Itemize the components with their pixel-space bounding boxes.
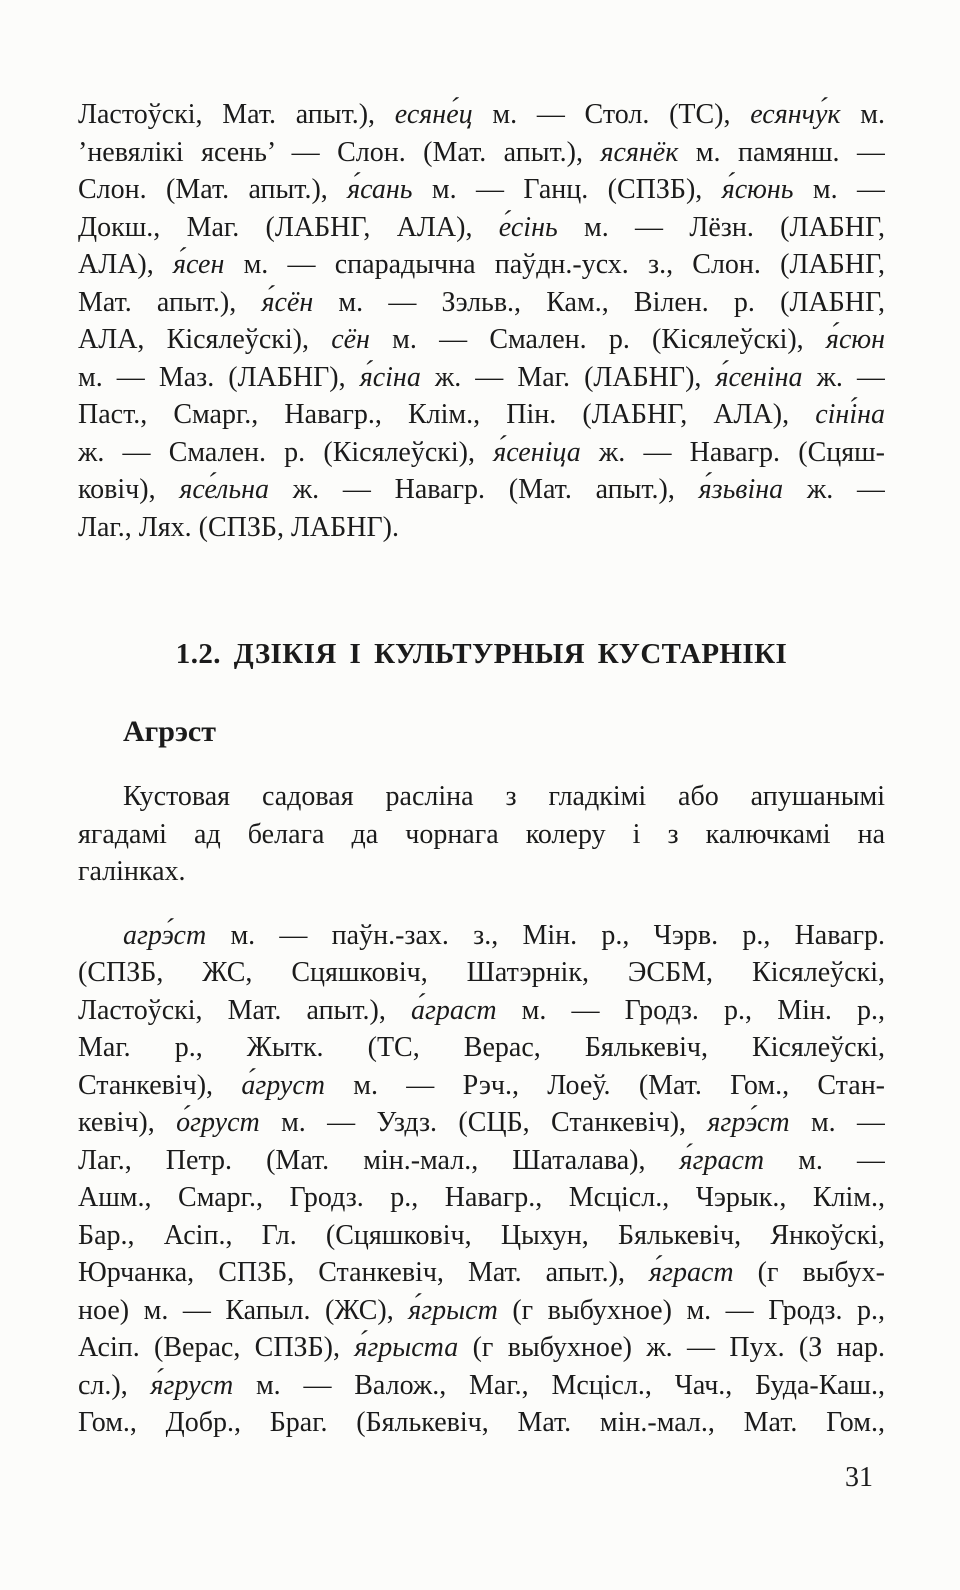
text-run: м. — Смален. р. (Кісялеўскі),: [369, 324, 826, 355]
dialect-word-italic: я́зьвіна: [698, 474, 784, 505]
text-line: [78, 816, 885, 854]
text-run: Гом., Добр., Браг. (Бялькевіч, Мат. мін.-мал., Мат. Гом.,: [78, 1407, 885, 1438]
text-line: [78, 471, 885, 509]
dialect-word-italic: ясянёк: [600, 136, 679, 168]
dialect-word-italic: сіні́на: [815, 399, 885, 430]
text-line: [78, 853, 885, 891]
text-run: м.: [840, 99, 885, 130]
text-line: [78, 209, 885, 247]
dialect-word-italic: ясе́льна: [179, 474, 269, 505]
text-run: м. — Уздз. (СЦБ, Станкевіч),: [259, 1107, 708, 1138]
text-run: ное) м. — Капыл. (ЖС),: [78, 1294, 409, 1326]
text-run: АЛА),: [78, 249, 173, 280]
dialect-word-italic: агрэ́ст: [123, 919, 207, 951]
dialect-word-italic: о́груст: [176, 1107, 260, 1138]
text-run: ж. — Навагр. (Сцяш-: [580, 436, 885, 468]
text-line: [78, 246, 885, 284]
dialect-word-italic: я́сань: [347, 174, 413, 205]
text-line: [78, 1104, 885, 1142]
text-run: м. — спарадычна паўдн.-усх. з., Слон. (ЛАБНГ,: [224, 249, 885, 280]
text-run: ’невялікі ясень’ — Слон. (Мат. апыт.),: [78, 136, 601, 168]
text-run: сл.),: [78, 1369, 151, 1401]
text-run: м. — Зэльв., Кам., Вілен. р. (ЛАБНГ,: [313, 286, 885, 318]
text-run: ж. —: [783, 474, 885, 505]
text-line: [78, 954, 885, 992]
page-number: 31: [845, 1461, 873, 1493]
text-line: [78, 1179, 885, 1217]
text-run: Бар., Асіп., Гл. (Сцяшковіч, Цыхун, Бялькевіч, Янкоўскі,: [78, 1219, 885, 1251]
text-run: ковіч),: [78, 474, 180, 505]
text-line: [78, 992, 885, 1030]
text-line: [78, 434, 885, 472]
text-run: м. — паўн.-зах. з., Мін. р., Чэрв. р., Навагр.: [206, 919, 885, 951]
text-run: Асіп. (Верас, СПЗБ),: [78, 1332, 355, 1363]
text-run: Лаг., Петр. (Мат. мін.-мал., Шаталава),: [78, 1144, 680, 1176]
text-run: ж. —: [802, 361, 885, 393]
text-run: (г выбухное) м. — Гродз. р.,: [497, 1294, 885, 1326]
text-run: м. — Стол. (ТС),: [472, 99, 751, 130]
dialect-word-italic: я́грыста: [354, 1332, 459, 1363]
dialect-word-italic: е́сінь: [498, 211, 558, 243]
dialect-word-italic: я́груст: [150, 1369, 234, 1401]
dialect-word-italic: я́сён: [261, 286, 314, 318]
text-run: Ластоўскі, Мат. апыт.),: [78, 994, 411, 1026]
text-run: м. —: [793, 174, 885, 205]
text-line: [78, 284, 885, 322]
text-run: Докш., Маг. (ЛАБНГ, АЛА),: [78, 211, 499, 243]
text-run: м. — Рэч., Лоеў. (Мат. Гом., Стан-: [324, 1069, 885, 1101]
text-line: [78, 1067, 885, 1105]
text-run: Кустовая садовая расліна з гладкімі або апушанымі: [123, 781, 885, 812]
dialect-word-italic: а́груст: [241, 1069, 325, 1101]
text-run: Ластоўскі, Мат. апыт.),: [78, 99, 395, 130]
text-line: [78, 134, 885, 172]
text-run: галінках.: [78, 856, 186, 887]
paragraph-agrest-description: [78, 778, 885, 891]
text-line: [78, 1367, 885, 1405]
dialect-word-italic: ягрэ́ст: [707, 1107, 790, 1138]
text-run: м. — Лёзн. (ЛАБНГ,: [557, 211, 885, 243]
text-run: ягадамі ад белага да чорнага колеру і з калючкамі на: [78, 818, 885, 850]
text-run: Мат. апыт.),: [78, 286, 262, 318]
dialect-word-italic: я́сеніца: [493, 436, 581, 468]
text-line: [78, 1029, 885, 1067]
dialect-word-italic: я́сіна: [359, 361, 421, 393]
text-run: Слон. (Мат. апыт.),: [78, 174, 348, 205]
text-line: [78, 396, 885, 434]
text-run: кевіч),: [78, 1107, 177, 1138]
text-line: [78, 509, 885, 547]
text-run: м. — Гродз. р., Мін. р.,: [496, 994, 885, 1026]
dialect-word-italic: есяне́ц: [394, 99, 473, 130]
text-line: [78, 1404, 885, 1442]
text-line: [78, 1217, 885, 1255]
text-run: Станкевіч),: [78, 1069, 242, 1101]
text-run: (г выбухное) ж. — Пух. (З нар.: [458, 1332, 885, 1363]
text-line: [78, 778, 885, 816]
dialect-word-italic: я́грыст: [408, 1294, 498, 1326]
text-run: (г выбух-: [733, 1257, 885, 1288]
text-run: м. — Маз. (ЛАБНГ),: [78, 361, 360, 393]
section-heading: 1.2. ДЗІКІЯ І КУЛЬТУРНЫЯ КУСТАРНІКІ: [175, 638, 788, 670]
dialect-word-italic: а́граст: [410, 994, 497, 1026]
text-run: м. —: [789, 1107, 885, 1138]
text-line: [78, 1292, 885, 1330]
text-run: Ашм., Смарг., Гродз. р., Навагр., Мсцісл., Чэрык., Клім.,: [78, 1182, 885, 1213]
text-run: Юрчанка, СПЗБ, Станкевіч, Мат. апыт.),: [78, 1257, 650, 1288]
text-line: [78, 359, 885, 397]
text-line: [78, 1254, 885, 1292]
text-line: [78, 171, 885, 209]
dialect-word-italic: я́сен: [172, 249, 225, 280]
text-run: АЛА, Кісялеўскі),: [78, 324, 332, 355]
text-run: (СПЗБ, ЖС, Сцяшковіч, Шатэрнік, ЭСБМ, Кісялеўскі,: [78, 957, 885, 988]
text-run: ж. — Навагр. (Мат. апыт.),: [269, 474, 699, 505]
text-run: Паст., Смарг., Навагр., Клім., Пін. (ЛАБНГ, АЛА),: [78, 399, 816, 430]
text-line: [78, 321, 885, 359]
text-run: Маг. р., Жытк. (ТС, Верас, Бялькевіч, Кісялеўскі,: [78, 1032, 885, 1063]
text-run: Лаг., Лях. (СПЗБ, ЛАБНГ).: [78, 511, 399, 543]
dialect-word-italic: я́сеніна: [715, 361, 803, 393]
text-line: [78, 1142, 885, 1180]
dialect-word-italic: я́сюн: [825, 324, 885, 355]
text-run: м. —: [764, 1144, 885, 1176]
dialect-word-italic: сён: [331, 324, 370, 355]
paragraph-yasen-continuation: [78, 96, 885, 546]
text-run: ж. — Смален. р. (Кісялеўскі),: [78, 436, 494, 468]
text-line: [78, 917, 885, 955]
dialect-word-italic: есянчу́к: [750, 99, 841, 130]
text-line: [78, 1329, 885, 1367]
entry-heading: Агрэст: [123, 715, 216, 748]
dialect-word-italic: я́сюнь: [721, 174, 794, 205]
dialect-word-italic: я́граст: [649, 1257, 734, 1288]
dialect-word-italic: я́граст: [679, 1144, 765, 1176]
text-run: м. — Ганц. (СПЗБ),: [412, 174, 722, 205]
text-run: м. — Валож., Маг., Мсцісл., Чач., Буда-Каш.,: [233, 1369, 885, 1401]
text-run: м. памянш. —: [678, 136, 885, 168]
text-run: ж. — Маг. (ЛАБНГ),: [420, 361, 716, 393]
text-line: [78, 96, 885, 134]
paragraph-agrest-entry: [78, 917, 885, 1442]
